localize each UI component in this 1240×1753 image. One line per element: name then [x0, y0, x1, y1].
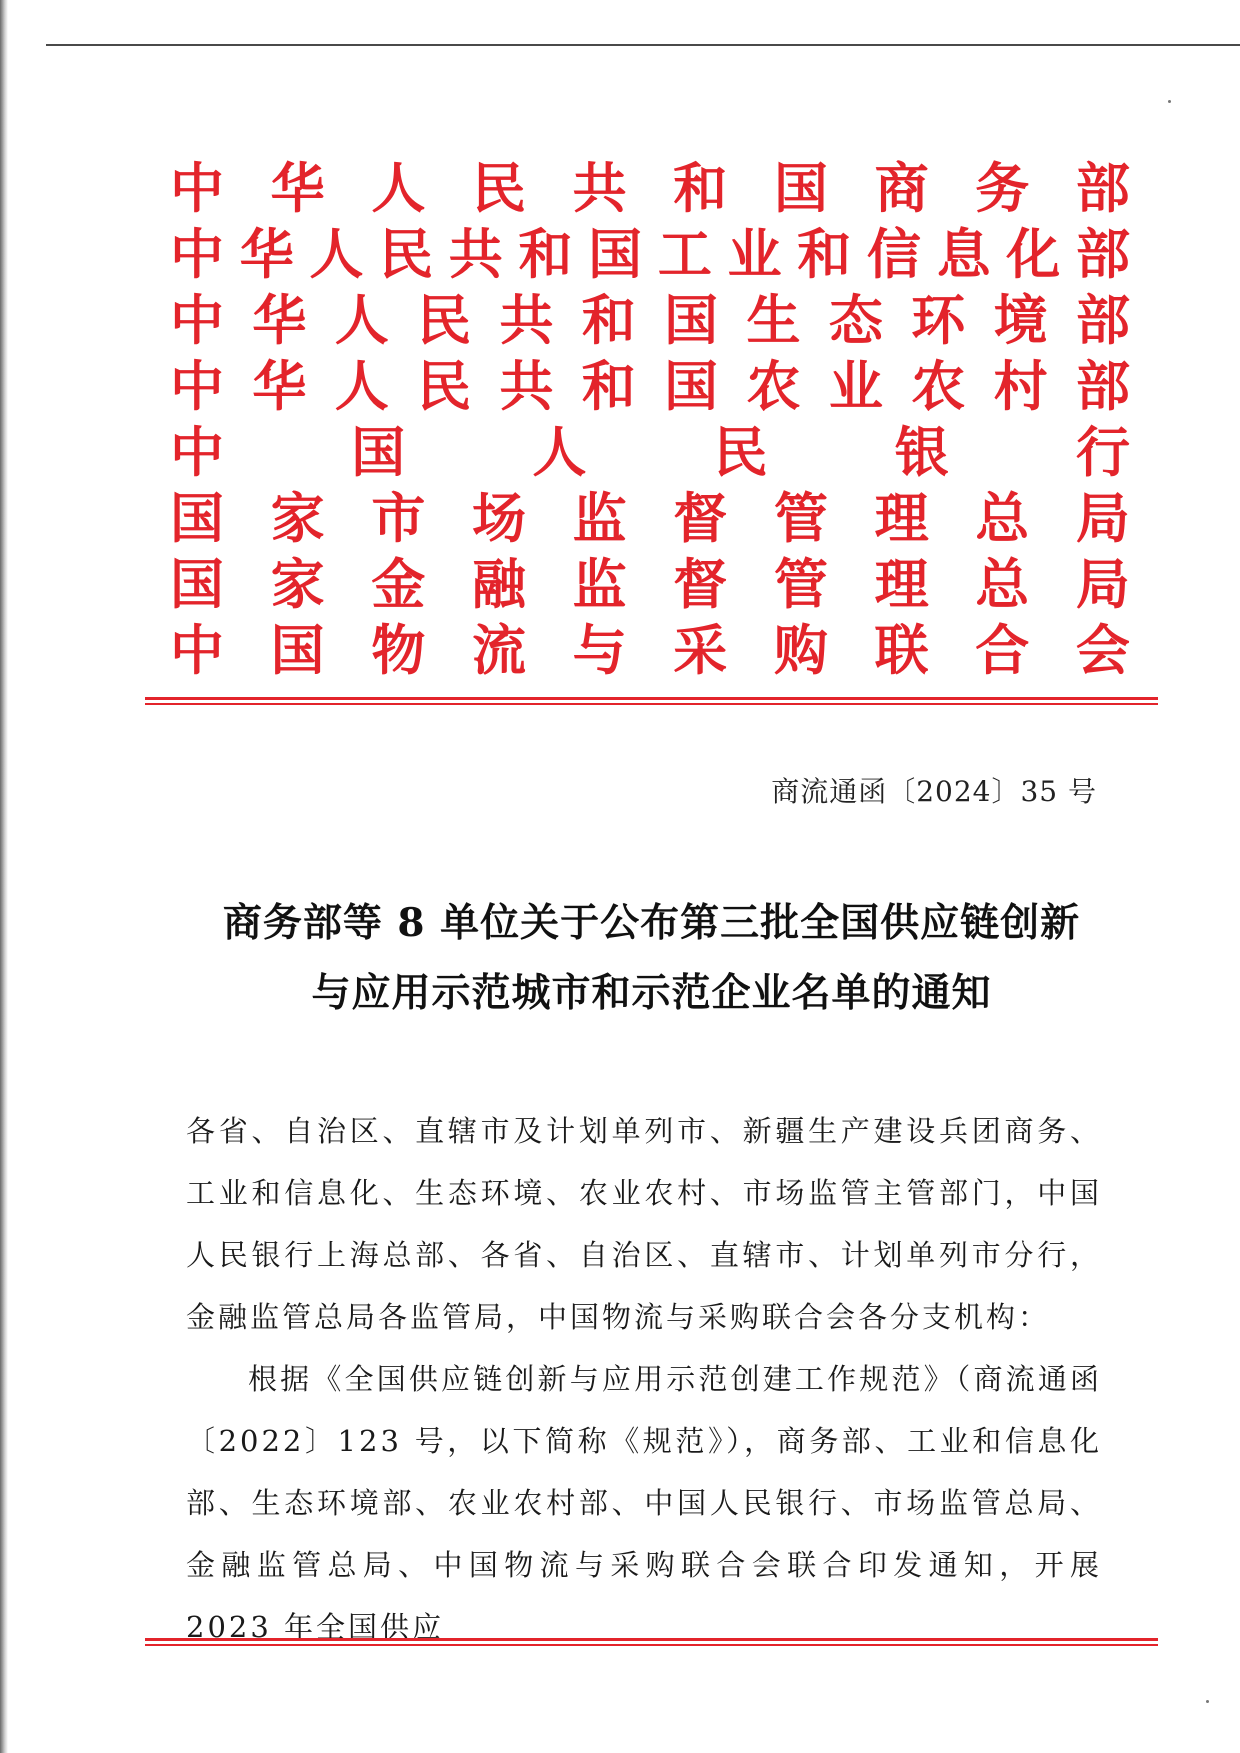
organization-char: 工	[657, 222, 712, 286]
organization-char: 息	[936, 222, 991, 286]
document-body	[186, 1100, 1102, 1658]
red-header-rule	[145, 697, 1158, 705]
organization-char: 总	[975, 486, 1030, 550]
organization-char: 农	[746, 354, 801, 418]
organization-char: 人	[371, 156, 426, 220]
addressee-paragraph: 各省、自治区、直辖市及计划单列市、新疆生产建设兵团商务、工业和信息化、生态环境、农业农村、市场监管主管部门，中国人民银行上海总部、各省、自治区、直辖市、计划单列市分行，金融监管总局各监管局，中国物流与采购联合会各分支机构：	[186, 1114, 1102, 1334]
organization-line	[170, 617, 1130, 683]
organization-char: 民	[713, 420, 768, 484]
organization-char: 管	[773, 486, 828, 550]
organization-char: 人	[309, 222, 364, 286]
document-title	[150, 888, 1153, 1028]
organization-char: 境	[993, 288, 1048, 352]
organization-char: 理	[874, 552, 929, 616]
organization-char: 化	[1006, 222, 1061, 286]
organization-char: 部	[1075, 222, 1130, 286]
organization-char: 总	[975, 552, 1030, 616]
organization-char: 人	[334, 354, 389, 418]
organization-char: 和	[797, 222, 852, 286]
organization-char: 国	[270, 618, 325, 682]
scan-top-line	[46, 44, 1240, 46]
organization-char: 部	[1075, 354, 1130, 418]
organization-char: 农	[911, 354, 966, 418]
organization-char: 国	[664, 288, 719, 352]
organization-char: 中	[170, 354, 224, 418]
organization-char: 信	[866, 222, 921, 286]
organization-char: 华	[252, 288, 307, 352]
organization-char: 华	[270, 156, 325, 220]
organization-char: 流	[471, 618, 526, 682]
organization-char: 环	[911, 288, 966, 352]
organization-char: 银	[894, 420, 949, 484]
organization-char: 国	[664, 354, 719, 418]
organization-char: 人	[334, 288, 389, 352]
organization-char: 共	[572, 156, 627, 220]
body-paragraph: 根据《全国供应链创新与应用示范创建工作规范》（商流通函〔2022〕123 号，以下简称《规范》），商务部、工业和信息化部、生态环境部、农业农村部、中国人民银行、市场监管总局、金融监管总局、中国物流与采购联合会联合印发通知，开展 2023 年全国供应	[186, 1362, 1102, 1644]
organization-char: 部	[1075, 288, 1130, 352]
organization-char: 民	[379, 222, 434, 286]
organization-char: 理	[874, 486, 929, 550]
title-line-2: 与应用示范城市和示范企业名单的通知	[311, 970, 992, 1016]
organization-char: 物	[371, 618, 426, 682]
organization-char: 融	[471, 552, 526, 616]
organization-char: 局	[1075, 486, 1130, 550]
organization-line	[170, 287, 1130, 353]
organization-char: 态	[828, 288, 883, 352]
organization-line	[170, 221, 1130, 287]
organization-line	[170, 485, 1130, 551]
organization-char: 家	[270, 486, 325, 550]
organization-char: 务	[975, 156, 1030, 220]
organization-char: 华	[239, 222, 294, 286]
organization-char: 华	[252, 354, 307, 418]
organization-char: 市	[371, 486, 426, 550]
organization-char: 村	[993, 354, 1048, 418]
organization-char: 中	[170, 222, 224, 286]
organization-char: 管	[773, 552, 828, 616]
organization-char: 监	[572, 552, 627, 616]
document-number: 商流通函〔2024〕35 号	[771, 775, 1097, 808]
red-footer-rule	[145, 1638, 1158, 1646]
organization-char: 督	[673, 486, 728, 550]
organization-char: 民	[471, 156, 526, 220]
organization-char: 部	[1075, 156, 1130, 220]
organization-char: 购	[773, 618, 828, 682]
organization-char: 督	[673, 552, 728, 616]
organization-char: 场	[471, 486, 526, 550]
organization-char: 合	[975, 618, 1030, 682]
organization-char: 共	[499, 288, 554, 352]
scan-edge	[0, 0, 8, 1753]
organization-char: 和	[581, 354, 636, 418]
title-line-1: 商务部等 8 单位关于公布第三批全国供应链创新	[222, 900, 1081, 946]
organization-line	[170, 551, 1130, 617]
organization-char: 中	[170, 156, 224, 220]
organization-char: 和	[518, 222, 573, 286]
organization-char: 民	[417, 354, 472, 418]
organization-char: 中	[170, 288, 224, 352]
organization-char: 金	[371, 552, 426, 616]
organization-char: 和	[581, 288, 636, 352]
organization-char: 共	[448, 222, 503, 286]
organization-line	[170, 419, 1130, 485]
organization-char: 家	[270, 552, 325, 616]
organization-line	[170, 353, 1130, 419]
organization-char: 与	[572, 618, 627, 682]
issuing-organizations	[170, 155, 1130, 683]
scan-speck	[1206, 1700, 1209, 1703]
organization-char: 中	[170, 618, 224, 682]
organization-char: 人	[532, 420, 587, 484]
organization-char: 国	[588, 222, 643, 286]
organization-char: 联	[874, 618, 929, 682]
organization-char: 业	[727, 222, 782, 286]
organization-line	[170, 155, 1130, 221]
organization-char: 监	[572, 486, 627, 550]
organization-char: 国	[170, 486, 224, 550]
organization-char: 国	[773, 156, 828, 220]
organization-char: 民	[417, 288, 472, 352]
organization-char: 共	[499, 354, 554, 418]
scan-speck	[1168, 100, 1171, 103]
organization-char: 业	[828, 354, 883, 418]
organization-char: 会	[1075, 618, 1130, 682]
organization-char: 和	[673, 156, 728, 220]
organization-char: 生	[746, 288, 801, 352]
organization-char: 采	[673, 618, 728, 682]
organization-char: 局	[1075, 552, 1130, 616]
organization-char: 商	[874, 156, 929, 220]
organization-char: 中	[170, 420, 224, 484]
organization-char: 国	[170, 552, 224, 616]
organization-char: 国	[351, 420, 406, 484]
organization-char: 行	[1075, 420, 1130, 484]
